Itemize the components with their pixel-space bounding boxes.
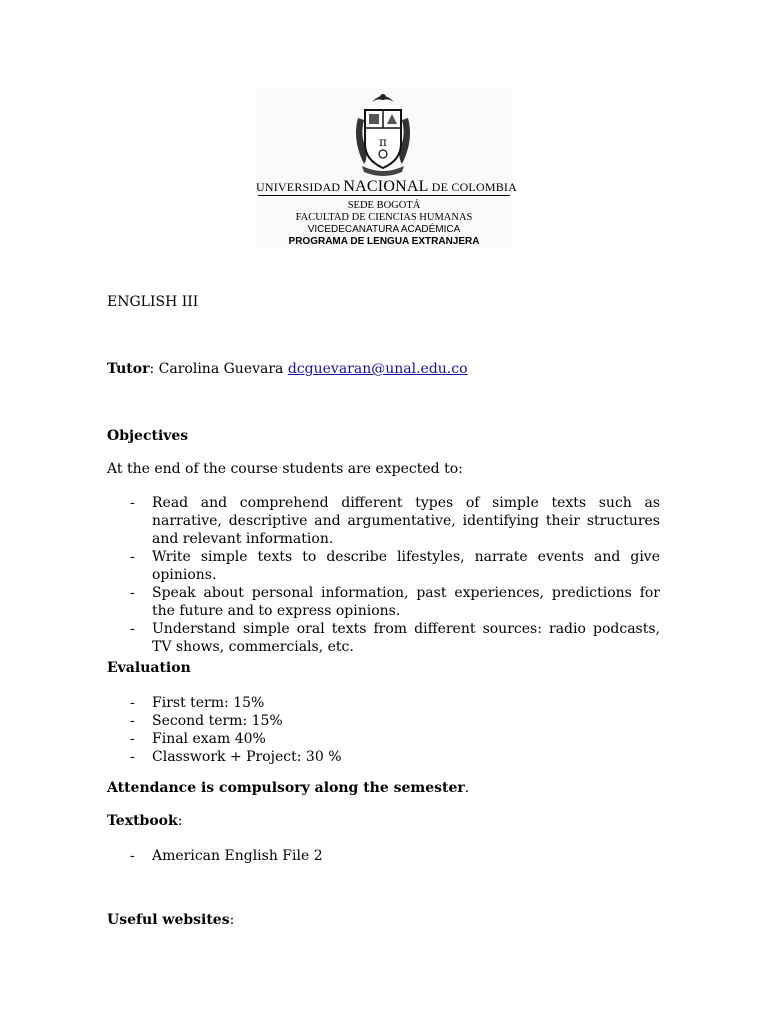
campus-name: SEDE BOGOTÁ — [347, 200, 421, 211]
tutor-name: Carolina Guevara — [158, 361, 284, 377]
vice-dean-office: VICEDECANATURA ACADÉMICA — [307, 224, 461, 235]
university-crest-icon — [348, 88, 418, 176]
list-item: - Understand simple oral texts from different sources: radio podcasts, TV shows, commercials, etc. — [130, 620, 660, 656]
evaluation-list — [130, 694, 660, 766]
objectives-heading: Objectives — [107, 428, 189, 444]
attendance-note: Attendance is compulsory along the semester. — [107, 780, 470, 796]
tutor-label: Tutor — [107, 361, 150, 377]
university-name: UNIVERSIDAD NACIONAL DE COLOMBIA — [256, 178, 517, 195]
faculty-name: FACULTAD DE CIENCIAS HUMANAS — [295, 212, 473, 223]
tutor-line: Tutor: Carolina Guevara dcguevaran@unal.edu.co — [107, 361, 468, 377]
objectives-intro: At the end of the course students are expected to: — [107, 461, 463, 477]
program-name: PROGRAMA DE LENGUA EXTRANJERA — [288, 236, 480, 247]
list-item: - First term: 15% — [130, 694, 660, 712]
textbook-list — [130, 847, 660, 865]
svg-text:π: π — [379, 135, 387, 149]
list-item: - Read and comprehend different types of simple texts such as narrative, descriptive and argumentative, identifying their structures and relevant information. — [130, 494, 660, 548]
websites-heading: Useful websites: — [107, 912, 235, 928]
list-item: - Classwork + Project: 30 % — [130, 748, 660, 766]
list-item: - Final exam 40% — [130, 730, 660, 748]
list-item: - Write simple texts to describe lifestyles, narrate events and give opinions. — [130, 548, 660, 584]
list-item: - Speak about personal information, past experiences, predictions for the future and to express opinions. — [130, 584, 660, 620]
list-item: - Second term: 15% — [130, 712, 660, 730]
list-item: - American English File 2 — [130, 847, 660, 865]
course-title: ENGLISH III — [107, 294, 199, 310]
evaluation-heading: Evaluation — [107, 660, 191, 676]
header-divider — [258, 195, 510, 196]
objectives-list — [130, 494, 660, 656]
textbook-heading: Textbook: — [107, 813, 183, 829]
tutor-email-link[interactable]: dcguevaran@unal.edu.co — [287, 361, 468, 377]
university-logo — [256, 88, 517, 248]
